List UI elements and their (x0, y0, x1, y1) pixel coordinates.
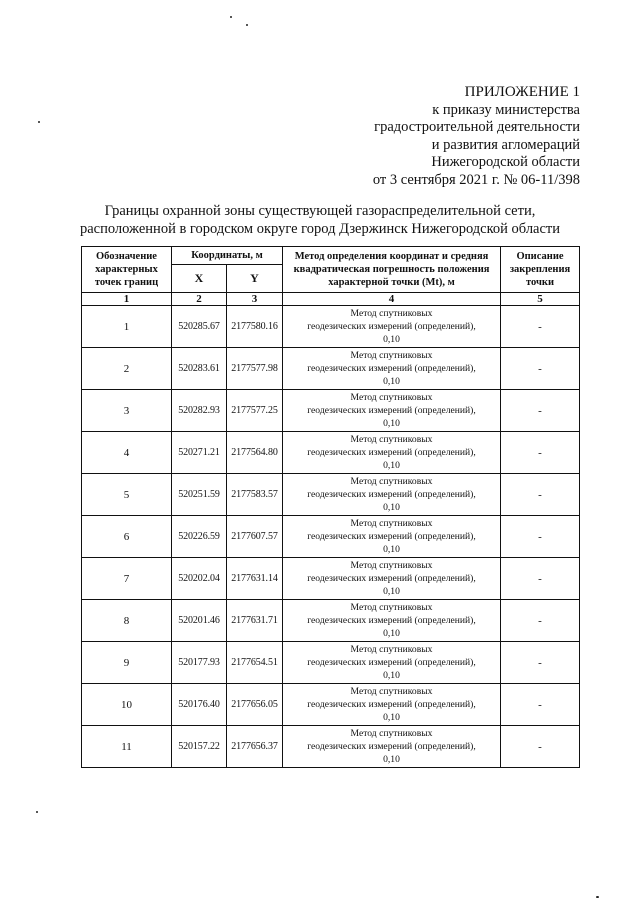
document-title-line: Границы охранной зоны существующей газораспределительной сети, (104, 203, 536, 219)
x-coordinate: 520283.61 (172, 348, 227, 390)
column-number: 4 (283, 293, 501, 306)
method-cell (283, 600, 501, 642)
y-coordinate: 2177654.51 (227, 642, 283, 684)
description-cell: - (501, 474, 580, 516)
y-coordinate: 2177607.57 (227, 516, 283, 558)
method-line: Метод спутниковых (350, 476, 433, 487)
method-line: геодезических измерений (определений), (307, 489, 476, 500)
description-cell: - (501, 726, 580, 768)
description-cell: - (501, 432, 580, 474)
appendix-line: от 3 сентября 2021 г. № 06-11/398 (372, 171, 580, 188)
appendix-line: Нижегородской области (431, 154, 580, 171)
y-coordinate: 2177564.80 (227, 432, 283, 474)
description-cell: - (501, 348, 580, 390)
table-row (82, 474, 580, 516)
y-coordinate: 2177577.25 (227, 390, 283, 432)
header-point: Обозначение характерных точек границ (82, 247, 172, 293)
table-row (82, 516, 580, 558)
method-cell (283, 726, 501, 768)
column-number: 2 (172, 293, 227, 306)
point-label: 6 (82, 516, 172, 558)
scan-speck (230, 16, 232, 18)
x-coordinate: 520282.93 (172, 390, 227, 432)
x-coordinate: 520285.67 (172, 306, 227, 348)
method-line: Метод спутниковых (350, 728, 433, 739)
x-coordinate: 520271.21 (172, 432, 227, 474)
method-line: геодезических измерений (определений), (307, 699, 476, 710)
point-label: 1 (82, 306, 172, 348)
method-cell (283, 306, 501, 348)
x-coordinate: 520251.59 (172, 474, 227, 516)
x-coordinate: 520201.46 (172, 600, 227, 642)
header-x: X (172, 265, 227, 293)
method-cell (283, 642, 501, 684)
method-line: 0,10 (383, 754, 400, 765)
point-label: 7 (82, 558, 172, 600)
method-line: геодезических измерений (определений), (307, 447, 476, 458)
method-line: геодезических измерений (определений), (307, 615, 476, 626)
table-row (82, 558, 580, 600)
method-line: 0,10 (383, 586, 400, 597)
method-line: Метод спутниковых (350, 308, 433, 319)
method-cell (283, 432, 501, 474)
method-line: 0,10 (383, 502, 400, 513)
table-row (82, 306, 580, 348)
method-line: 0,10 (383, 418, 400, 429)
point-label: 8 (82, 600, 172, 642)
method-line: геодезических измерений (определений), (307, 741, 476, 752)
appendix-line: градостроительной деятельности (374, 119, 580, 136)
scan-speck (36, 811, 38, 813)
point-label: 2 (82, 348, 172, 390)
table-row (82, 600, 580, 642)
method-cell (283, 684, 501, 726)
table-row (82, 390, 580, 432)
method-cell (283, 348, 501, 390)
document-title-line: расположенной в городском округе город Дзержинск Нижегородской области (79, 220, 561, 237)
description-cell: - (501, 684, 580, 726)
y-coordinate: 2177656.37 (227, 726, 283, 768)
description-cell: - (501, 600, 580, 642)
table-row (82, 726, 580, 768)
method-line: 0,10 (383, 334, 400, 345)
table-row (82, 642, 580, 684)
method-line: геодезических измерений (определений), (307, 657, 476, 668)
y-coordinate: 2177631.14 (227, 558, 283, 600)
point-label: 10 (82, 684, 172, 726)
method-line: геодезических измерений (определений), (307, 531, 476, 542)
description-cell: - (501, 516, 580, 558)
method-line: 0,10 (383, 544, 400, 555)
method-line: Метод спутниковых (350, 602, 433, 613)
method-line: 0,10 (383, 376, 400, 387)
method-line: Метод спутниковых (350, 560, 433, 571)
method-cell (283, 474, 501, 516)
scan-speck (246, 24, 248, 26)
description-cell: - (501, 306, 580, 348)
description-cell: - (501, 558, 580, 600)
y-coordinate: 2177577.98 (227, 348, 283, 390)
point-label: 11 (82, 726, 172, 768)
y-coordinate: 2177580.16 (227, 306, 283, 348)
method-line: 0,10 (383, 628, 400, 639)
method-line: геодезических измерений (определений), (307, 405, 476, 416)
column-number: 3 (227, 293, 283, 306)
appendix-line: к приказу министерства (432, 101, 580, 118)
y-coordinate: 2177583.57 (227, 474, 283, 516)
appendix-heading: ПРИЛОЖЕНИЕ 1 (464, 84, 580, 100)
header-method: Метод определения координат и средняя квадратическая погрешность положения характерной точки (Mt), м (283, 247, 501, 293)
method-cell (283, 558, 501, 600)
x-coordinate: 520176.40 (172, 684, 227, 726)
method-line: Метод спутниковых (350, 350, 433, 361)
method-line: Метод спутниковых (350, 686, 433, 697)
x-coordinate: 520157.22 (172, 726, 227, 768)
method-line: Метод спутниковых (350, 434, 433, 445)
method-line: геодезических измерений (определений), (307, 573, 476, 584)
column-number: 1 (82, 293, 172, 306)
column-number: 5 (501, 293, 580, 306)
table-row (82, 432, 580, 474)
method-line: Метод спутниковых (350, 392, 433, 403)
point-label: 5 (82, 474, 172, 516)
method-line: Метод спутниковых (350, 644, 433, 655)
method-cell (283, 516, 501, 558)
y-coordinate: 2177631.71 (227, 600, 283, 642)
point-label: 3 (82, 390, 172, 432)
appendix-line: и развития агломераций (431, 136, 580, 153)
description-cell: - (501, 390, 580, 432)
point-label: 9 (82, 642, 172, 684)
table-row (82, 348, 580, 390)
scan-speck (596, 896, 599, 898)
appendix-header (280, 84, 580, 190)
method-line: геодезических измерений (определений), (307, 363, 476, 374)
header-coordinates: Координаты, м (172, 247, 283, 265)
method-line: 0,10 (383, 460, 400, 471)
method-line: 0,10 (383, 670, 400, 681)
y-coordinate: 2177656.05 (227, 684, 283, 726)
header-y: Y (227, 265, 283, 293)
method-cell (283, 390, 501, 432)
method-line: геодезических измерений (определений), (307, 321, 476, 332)
x-coordinate: 520226.59 (172, 516, 227, 558)
table-row (82, 684, 580, 726)
description-cell: - (501, 642, 580, 684)
x-coordinate: 520177.93 (172, 642, 227, 684)
document-title (60, 203, 580, 238)
method-line: Метод спутниковых (350, 518, 433, 529)
method-line: 0,10 (383, 712, 400, 723)
coordinates-table (81, 246, 580, 768)
header-description: Описание закрепления точки (501, 247, 580, 293)
x-coordinate: 520202.04 (172, 558, 227, 600)
point-label: 4 (82, 432, 172, 474)
scan-speck (38, 121, 40, 123)
